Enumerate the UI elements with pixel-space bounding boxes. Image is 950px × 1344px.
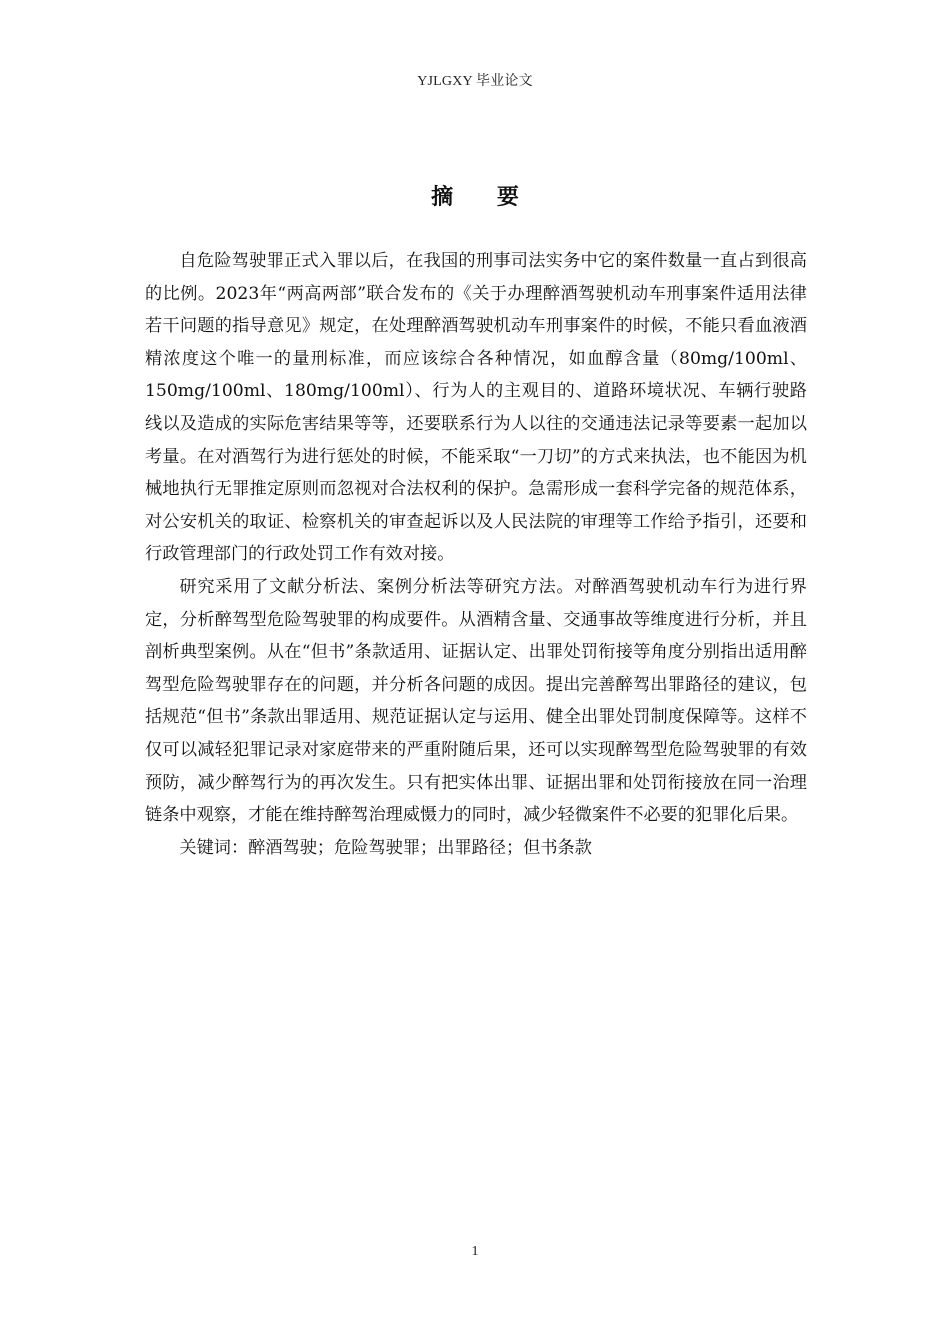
abstract-body: [145, 245, 807, 864]
abstract-paragraph-1: 自危险驾驶罪正式入罪以后，在我国的刑事司法实务中它的案件数量一直占到很高的比例。2023年“两高两部”联合发布的《关于办理醉酒驾驶机动车刑事案件适用法律若干问题的指导意见》规定，在处理醉酒驾驶机动车刑事案件的时候，不能只看血液酒精浓度这个唯一的量刑标准，而应该综合各种情况，如血醇含量（80mg/100ml、150mg/100ml、180mg/100ml）、行为人的主观目的、道路环境状况、车辆行驶路线以及造成的实际危害结果等等，还要联系行为人以往的交通违法记录等要素一起加以考量。在对酒驾行为进行惩处的时候，不能采取“一刀切”的方式来执法，也不能因为机械地执行无罪推定原则而忽视对合法权利的保护。急需形成一套科学完备的规范体系，对公安机关的取证、检察机关的审查起诉以及人民法院的审理等工作给予指引，还要和行政管理部门的行政处罚工作有效对接。: [145, 251, 807, 565]
keywords-line: 关键词：醉酒驾驶；危险驾驶罪；出罪路径；但书条款: [179, 837, 592, 858]
page-number: 1: [471, 1244, 479, 1259]
page-title: 摘 要: [431, 184, 537, 210]
abstract-paragraph-2: 研究采用了文献分析法、案例分析法等研究方法。对醉酒驾驶机动车行为进行界定，分析醉驾型危险驾驶罪的构成要件。从酒精含量、交通事故等维度进行分析，并且剖析典型案例。从在“但书”条款适用、证据认定、出罪处罚衔接等角度分别指出适用醉驾型危险驾驶罪存在的问题，并分析各问题的成因。提出完善醉驾出罪路径的建议，包括规范“但书”条款出罪适用、规范证据认定与运用、健全出罪处罚制度保障等。这样不仅可以减轻犯罪记录对家庭带来的严重附随后果，还可以实现醉驾型危险驾驶罪的有效预防，减少醉驾行为的再次发生。只有把实体出罪、证据出罪和处罚衔接放在同一治理链条中观察，才能在维持醉驾治理威慑力的同时，减少轻微案件不必要的犯罪化后果。: [145, 576, 807, 826]
page-header: YJLGXY 毕业论文: [417, 74, 533, 89]
